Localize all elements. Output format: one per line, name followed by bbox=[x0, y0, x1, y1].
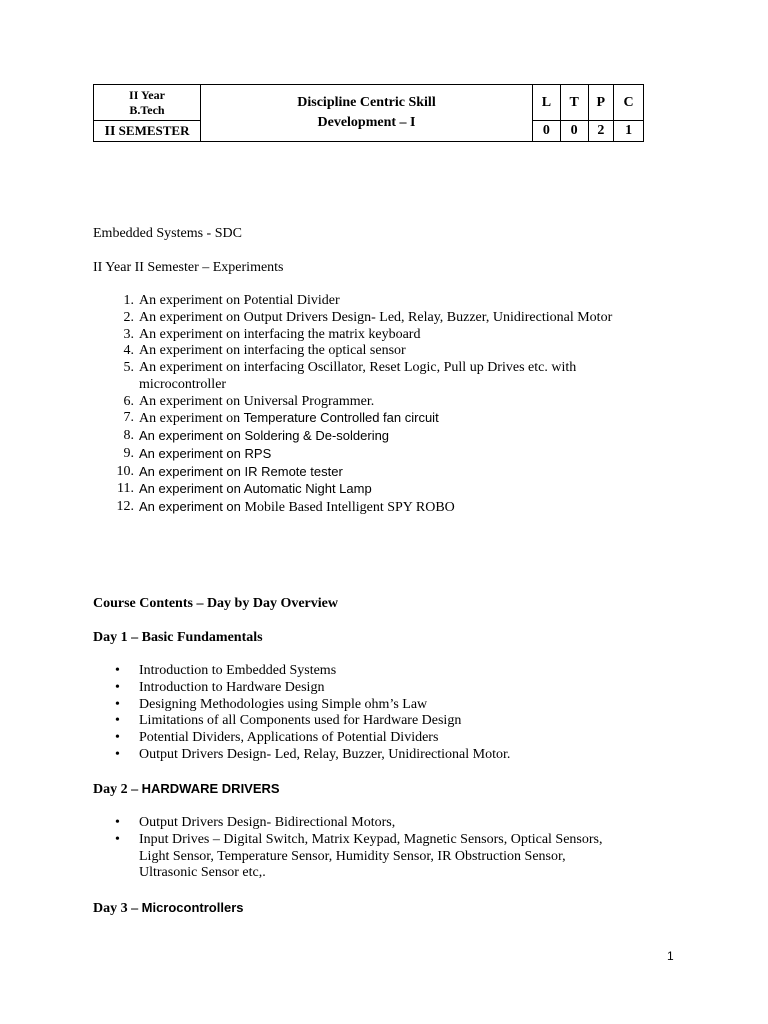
item-number: 5. bbox=[123, 360, 134, 375]
list-item bbox=[93, 343, 612, 360]
list-item bbox=[93, 464, 612, 482]
list-item bbox=[93, 815, 602, 832]
course-title-cell bbox=[201, 85, 533, 142]
subject-title: Embedded Systems - SDC bbox=[93, 226, 242, 241]
item-number: 1. bbox=[123, 293, 134, 308]
list-item bbox=[93, 446, 612, 464]
list-item: • Designing Methodologies using Simple ohm’s Law bbox=[93, 697, 510, 714]
item-number: 7. bbox=[123, 410, 134, 426]
ltpc-value-p: 2 bbox=[588, 121, 614, 142]
list-item bbox=[93, 293, 612, 310]
day1-topic-list bbox=[93, 663, 510, 764]
item-text: An experiment on interfacing Oscillator, Reset Logic, Pull up Drives etc. with bbox=[139, 360, 577, 375]
ltpc-value-l: 0 bbox=[533, 121, 561, 142]
item-text: An experiment on Universal Programmer. bbox=[139, 393, 375, 409]
page-number: 1 bbox=[667, 949, 674, 963]
item-text: An experiment on bbox=[139, 445, 245, 461]
list-item-text: Light Sensor, Temperature Sensor, Humidity Sensor, IR Obstruction Sensor, bbox=[139, 848, 566, 864]
day3-heading-title: Microcontrollers bbox=[141, 900, 244, 915]
item-text: An experiment on bbox=[139, 499, 245, 514]
experiment-list bbox=[93, 293, 612, 517]
course-title-line2: Development – I bbox=[317, 115, 416, 130]
list-item bbox=[93, 327, 612, 344]
item-text-topic: Soldering & De-soldering bbox=[244, 428, 390, 443]
ltpc-header-p: P bbox=[588, 85, 614, 121]
item-text: An experiment on Potential Divider bbox=[139, 293, 340, 308]
ltpc-value-t: 0 bbox=[560, 121, 588, 142]
semester-cell bbox=[94, 121, 201, 142]
list-item: • Introduction to Hardware Design bbox=[93, 680, 510, 697]
list-item-text: Input Drives – Digital Switch, Matrix Keypad, Magnetic Sensors, Optical Sensors, bbox=[139, 831, 603, 847]
list-item bbox=[93, 832, 602, 882]
day3-heading-prefix: Day 3 – bbox=[93, 901, 142, 916]
item-text: An experiment on interfacing the matrix keyboard bbox=[139, 326, 421, 342]
item-text: An experiment on interfacing the optical sensor bbox=[139, 343, 406, 359]
semester-roman: II bbox=[104, 123, 116, 139]
item-text-topic: Mobile Based Intelligent SPY ROBO bbox=[244, 500, 455, 515]
course-header-table bbox=[93, 84, 644, 142]
day1-heading: Day 1 – Basic Fundamentals bbox=[93, 630, 263, 645]
list-item: • Output Drivers Design- Led, Relay, Buzzer, Unidirectional Motor. bbox=[93, 747, 510, 764]
list-item-text: Output Drivers Design- Bidirectional Motors, bbox=[139, 815, 396, 830]
item-text: An experiment on bbox=[139, 481, 244, 497]
item-text-topic: RPS bbox=[244, 445, 272, 461]
item-number: 9. bbox=[123, 445, 134, 461]
degree-label: B.Tech bbox=[129, 102, 165, 117]
experiments-heading: II Year II Semester – Experiments bbox=[93, 260, 284, 275]
ltpc-value-c: 1 bbox=[614, 121, 644, 142]
item-text: An experiment on bbox=[139, 428, 245, 443]
item-number: 10. bbox=[116, 463, 134, 479]
item-text: An experiment on bbox=[139, 463, 245, 479]
day2-heading bbox=[93, 781, 280, 798]
list-item bbox=[93, 410, 612, 428]
day2-heading-prefix: Day 2 – bbox=[93, 782, 142, 797]
year-label: II Year bbox=[129, 87, 165, 102]
day3-heading bbox=[93, 900, 243, 917]
item-text: An experiment on bbox=[139, 411, 244, 427]
year-cell bbox=[94, 85, 201, 121]
semester-word: SEMESTER bbox=[118, 122, 190, 138]
list-item bbox=[93, 499, 612, 517]
course-title-line1: Discipline Centric Skill bbox=[297, 95, 436, 110]
ltpc-header-l: L bbox=[533, 85, 561, 121]
list-item bbox=[93, 481, 612, 499]
list-item bbox=[93, 360, 612, 394]
course-contents-heading: Course Contents – Day by Day Overview bbox=[93, 596, 338, 611]
item-number: 4. bbox=[123, 343, 134, 359]
item-text-topic: Automatic Night Lamp bbox=[243, 481, 372, 497]
item-number: 2. bbox=[123, 309, 134, 325]
day2-heading-title: HARDWARE DRIVERS bbox=[141, 781, 280, 796]
ltpc-header-t: T bbox=[560, 85, 588, 121]
list-item bbox=[93, 428, 612, 446]
item-number: 3. bbox=[123, 326, 134, 342]
ltpc-header-c: C bbox=[614, 85, 644, 121]
item-number: 6. bbox=[123, 393, 134, 409]
item-text-topic: IR Remote tester bbox=[244, 463, 343, 479]
list-item bbox=[93, 394, 612, 411]
list-item: • Introduction to Embedded Systems bbox=[93, 663, 510, 680]
item-number: 11. bbox=[117, 481, 134, 497]
day2-topic-list bbox=[93, 815, 602, 882]
item-number: 8. bbox=[123, 428, 134, 443]
item-text-topic: Temperature Controlled fan circuit bbox=[243, 410, 439, 426]
list-item-text: Ultrasonic Sensor etc,. bbox=[139, 865, 266, 881]
item-text-continued: microcontroller bbox=[139, 376, 227, 392]
list-item: • Potential Dividers, Applications of Potential Dividers bbox=[93, 730, 510, 747]
list-item bbox=[93, 310, 612, 327]
item-number: 12. bbox=[116, 499, 134, 514]
list-item: • Limitations of all Components used for Hardware Design bbox=[93, 713, 510, 730]
item-text: An experiment on Output Drivers Design- Led, Relay, Buzzer, Unidirectional Motor bbox=[139, 309, 613, 325]
